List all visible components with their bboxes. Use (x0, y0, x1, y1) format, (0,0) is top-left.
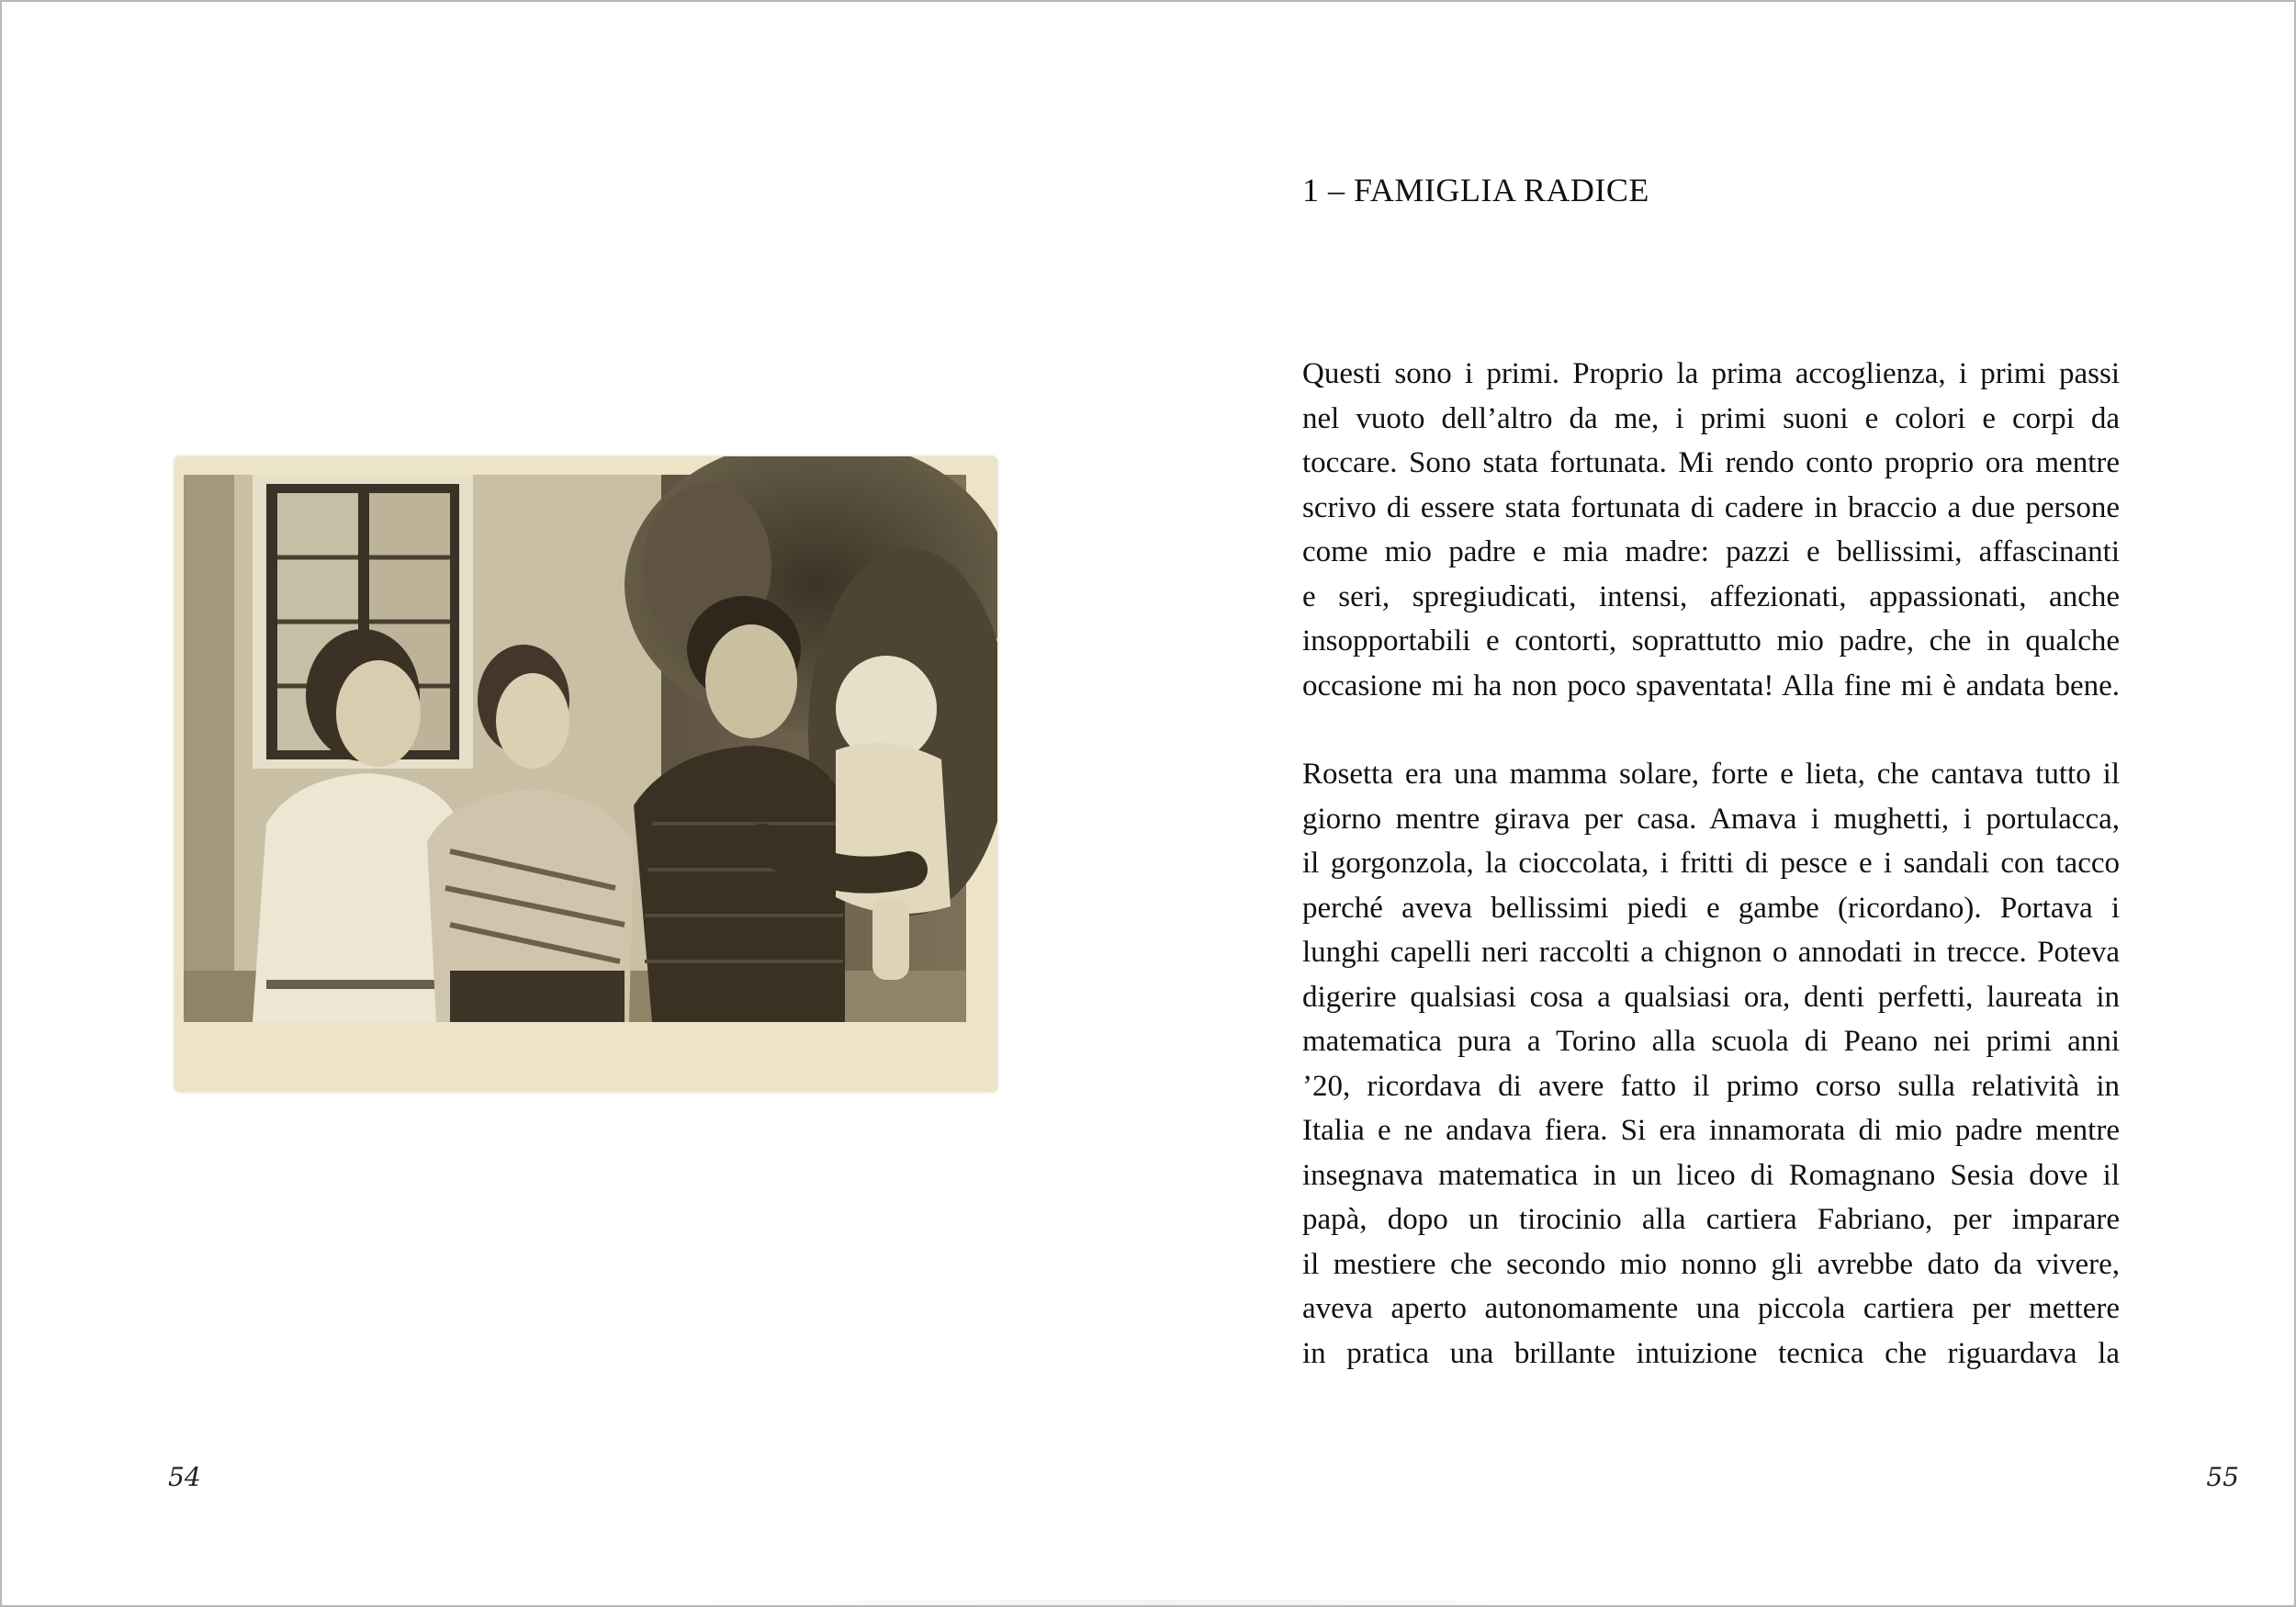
text-line: giorno mentre girava per casa. Amava i mughetti, i portulacca, (1302, 802, 2120, 836)
text-line: lunghi capelli neri raccolti a chignon o annodati in trecce. Poteva (1302, 936, 2120, 969)
text-line: insopportabili e contorti, soprattutto mio padre, che in qualche (1302, 624, 2120, 657)
chapter-title: 1 – FAMIGLIA RADICE (1302, 172, 1649, 208)
vintage-family-photo-icon (174, 456, 997, 1092)
paragraph-2 (1302, 752, 2120, 1376)
text-line: il gorgonzola, la cioccolata, i fritti di pesce e i sandali con tacco (1302, 847, 2120, 880)
text-line: Questi sono i primi. Proprio la prima accoglienza, i primi passi (1302, 357, 2120, 390)
text-line: Rosetta era una mamma solare, forte e lieta, che cantava tutto il (1302, 758, 2120, 791)
body-text (1302, 352, 2120, 1376)
page-number-left: 54 (168, 1462, 201, 1492)
text-line: ’20, ricordava di avere fatto il primo corso sulla relatività in (1302, 1069, 2120, 1103)
text-line: papà, dopo un tirocinio alla cartiera Fabriano, per imparare (1302, 1203, 2120, 1236)
text-line: aveva aperto autonomamente una piccola cartiera per mettere (1302, 1292, 2120, 1325)
page-number-right: 55 (2206, 1462, 2239, 1492)
paragraph-1 (1302, 352, 2120, 708)
text-line: e seri, spregiudicati, intensi, affezionati, appassionati, anche (1302, 579, 2120, 613)
text-line: in pratica una brillante intuizione tecnica che riguardava la (1302, 1336, 2120, 1370)
right-page (1148, 2, 2296, 1605)
text-line: scrivo di essere stata fortunata di cadere in braccio a due persone (1302, 490, 2120, 524)
text-line: toccare. Sono stata fortunata. Mi rendo conto proprio ora mentre (1302, 446, 2120, 479)
left-page (2, 2, 1148, 1605)
page-edge-shadow (700, 1600, 1618, 1605)
family-photo (174, 456, 997, 1092)
text-line: come mio padre e mia madre: pazzi e bellissimi, affascinanti (1302, 535, 2120, 568)
text-line: digerire qualsiasi cosa a qualsiasi ora, denti perfetti, laureata in (1302, 980, 2120, 1014)
text-line: il mestiere che secondo mio nonno gli avrebbe dato da vivere, (1302, 1247, 2120, 1281)
text-line: Italia e ne andava fiera. Si era innamorata di mio padre mentre (1302, 1114, 2120, 1147)
text-line: perché aveva bellissimi piedi e gambe (ricordano). Portava i (1302, 891, 2120, 925)
text-line: occasione mi ha non poco spaventata! Alla fine mi è andata bene. (1302, 669, 2120, 702)
text-line: matematica pura a Torino alla scuola di Peano nei primi anni (1302, 1025, 2120, 1058)
text-line: nel vuoto dell’altro da me, i primi suoni e colori e corpi da (1302, 401, 2120, 435)
text-line: insegnava matematica in un liceo di Romagnano Sesia dove il (1302, 1158, 2120, 1192)
